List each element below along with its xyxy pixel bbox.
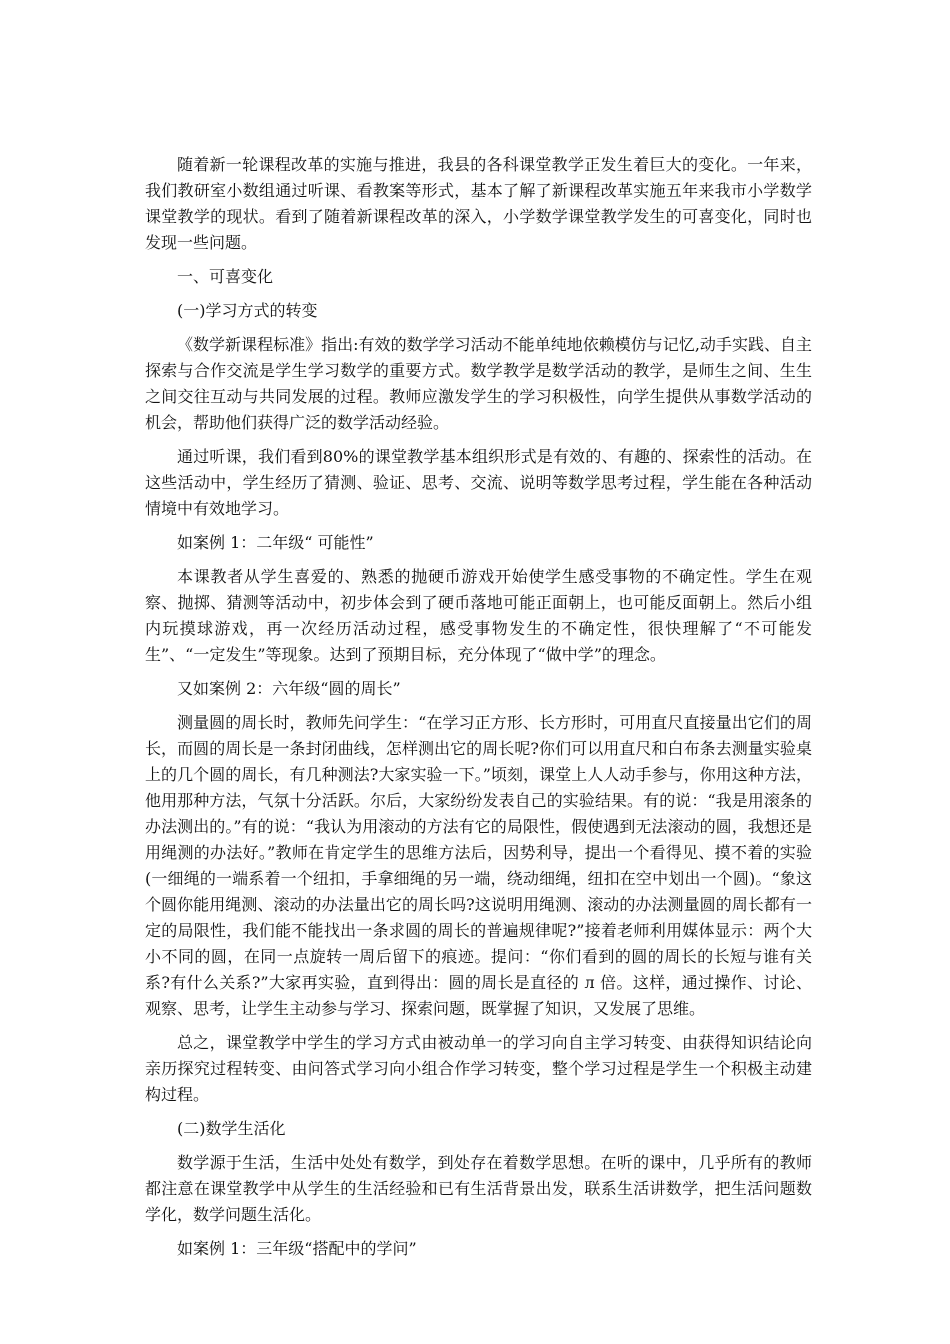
case-3-title: 如案例 1：三年级“搭配中的学问” [177, 1239, 417, 1258]
subsection-heading-life-math: (二)数学生活化 [177, 1119, 286, 1138]
case-1-body: 本课教者从学生喜爱的、熟悉的抛硬币游戏开始使学生感受事物的不确定性。学生在观察、抛掷、猜测等活动中，初步体会到了硬币落地可能正面朝上，也可能反面朝上。然后小组内玩摸球游戏，再一次经历活动过程，感受事物发生的不确定性，很快理解了“不可能发生”、“一定发生”等现象。达到了预期目标，充分体现了“做中学”的理念。 [145, 567, 812, 664]
paragraph-curriculum-standard: 《数学新课程标准》指出:有效的数学学习活动不能单纯地依赖模仿与记忆,动手实践、自主探索与合作交流是学生学习数学的重要方式。数学教学是数学活动的教学，是师生之间、生生之间交往互动与共同发展的过程。教师应激发学生的学习积极性，向学生提供从事数学活动的机会，帮助他们获得广泛的数学活动经验。 [145, 335, 812, 432]
paragraph-observation: 通过听课，我们看到80%的课堂教学基本组织形式是有效的、有趣的、探索性的活动。在这些活动中，学生经历了猜测、验证、思考、交流、说明等数学思考过程，学生能在各种活动情境中有效地学习。 [145, 447, 812, 518]
section-heading-changes: 一、可喜变化 [177, 267, 274, 286]
case-2-body: 测量圆的周长时，教师先问学生：“在学习正方形、长方形时，可用直尺直接量出它们的周长，而圆的周长是一条封闭曲线，怎样测出它的周长呢?你们可以用直尺和白布条去测量实验桌上的几个圆的周长，有几种测法?大家实验一下。”顷刻，课堂上人人动手参与，你用这种方法，他用那种方法，气氛十分活跃。尔后，大家纷纷发表自己的实验结果。有的说：“我是用滚条的办法测出的。”有的说：“我认为用滚动的方法有它的局限性，假使遇到无法滚动的圆，我想还是用绳测的办法好。”教师在肯定学生的思维方法后，因势利导，提出一个看得见、摸不着的实验(一细绳的一端系着一个纽扣，手拿细绳的另一端，绕动细绳，纽扣在空中划出一个圆)。“象这个圆你能用绳测、滚动的办法量出它的周长吗?这说明用绳测、滚动的办法测量圆的周长都有一定的局限性，我们能不能找出一条求圆的周长的普遍规律呢?”接着老师利用媒体显示：两个大小不同的圆，在同一点旋转一周后留下的痕迹。提问：“你们看到的圆的周长的长短与谁有关系?有什么关系?”大家再实验，直到得出：圆的周长是直径的 л 倍。这样，通过操作、讨论、观察、思考，让学生主动参与学习、探索问题，既掌握了知识，又发展了思维。 [145, 713, 812, 1018]
document-body [145, 152, 812, 1270]
subsection-heading-learning-style: (一)学习方式的转变 [177, 301, 318, 320]
paragraph-life-math: 数学源于生活，生活中处处有数学，到处存在着数学思想。在听的课中，几乎所有的教师都注意在课堂教学中从学生的生活经验和已有生活背景出发，联系生活讲数学，把生活问题数学化，数学问题生活化。 [145, 1153, 812, 1224]
case-1-title: 如案例 1：二年级“ 可能性” [177, 533, 374, 552]
paragraph-intro: 随着新一轮课程改革的实施与推进，我县的各科课堂教学正发生着巨大的变化。一年来，我们教研室小数组通过听课、看教案等形式，基本了解了新课程改革实施五年来我市小学数学课堂教学的现状。看到了随着新课程改革的深入，小学数学课堂教学发生的可喜变化，同时也发现一些问题。 [145, 155, 812, 252]
case-2-title: 又如案例 2：六年级“圆的周长” [177, 679, 401, 698]
paragraph-summary: 总之，课堂教学中学生的学习方式由被动单一的学习向自主学习转变、由获得知识结论向亲历探究过程转变、由问答式学习向小组合作学习转变，整个学习过程是学生一个积极主动建构过程。 [145, 1033, 812, 1104]
